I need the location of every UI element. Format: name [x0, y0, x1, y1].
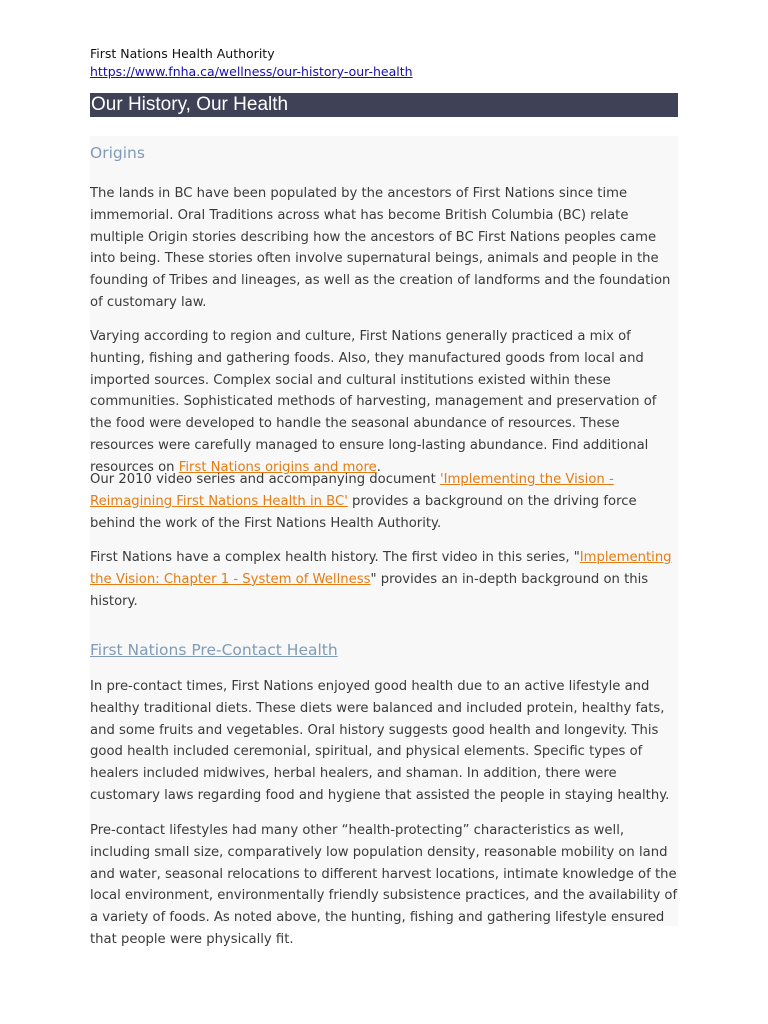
organization-name: First Nations Health Authority — [90, 46, 275, 61]
precontact-heading-link[interactable]: First Nations Pre-Contact Health — [90, 641, 338, 659]
origins-paragraph-4-end: " provides an in-depth background on this history. — [90, 571, 649, 609]
origins-paragraph-2-end: . — [376, 459, 381, 475]
origins-paragraph-2-text: Varying according to region and culture, First Nations generally practiced a mix of hunting, fishing and gathering foods. Also, they manufactured goods from local and imported sources. Complex social and cultural institutions existed within these communities. Sophisticated methods of harvesting, management and preservation of the food were developed to handle the seasonal abundance of resources. These resources were carefully managed to ensure long-lasting abundance. Find additional resources on — [90, 329, 657, 475]
origins-paragraph-2 — [90, 326, 680, 479]
origins-resources-link[interactable]: First Nations origins and more — [178, 459, 377, 475]
origins-paragraph-4-start: First Nations have a complex health history. The first video in this series, " — [90, 550, 580, 565]
source-url-link[interactable]: https://www.fnha.ca/wellness/our-history-our-health — [90, 64, 413, 79]
article-content — [90, 136, 678, 947]
origins-paragraph-3-start: Our 2010 video series and accompanying document — [90, 472, 440, 487]
precontact-paragraph-2: Pre-contact lifestyles had many other “health-protecting” characteristics as well, including small size, comparatively low population density, reasonable mobility on land and water, seasonal relocations to different harvest locations, intimate knowledge of the local environment, environmentally friendly subsistence practices, and the availability of a variety of foods. As noted above, the hunting, fishing and gathering lifestyle ensured that people were physically fit. — [90, 823, 678, 947]
origins-paragraph-3 — [90, 469, 680, 534]
page-title: Our History, Our Health — [90, 93, 678, 117]
origins-heading: Origins — [90, 144, 145, 162]
system-of-wellness-video-link[interactable]: Implementing the Vision: Chapter 1 - System of Wellness — [90, 550, 672, 587]
origins-paragraph-4 — [90, 547, 680, 612]
precontact-paragraph-1: In pre-contact times, First Nations enjoyed good health due to an active lifestyle and healthy traditional diets. These diets were balanced and included protein, healthy fats, and some fruits and vegetables. Oral history suggests good health and longevity. This good health included ceremonial, spiritual, and physical elements. Specific types of healers included midwives, herbal healers, and shaman. In addition, there were customary laws regarding food and hygiene that assisted the people in staying healthy. — [90, 679, 670, 803]
origins-paragraph-3-end: provides a background on the driving force behind the work of the First Nations Health Authority. — [90, 493, 637, 531]
implementing-vision-document-link[interactable]: 'Implementing the Vision - Reimagining First Nations Health in BC' — [90, 472, 614, 509]
origins-paragraph-1: The lands in BC have been populated by the ancestors of First Nations since time immemorial. Oral Traditions across what has become British Columbia (BC) relate multiple Origin stories describing how the ancestors of BC First Nations peoples came into being. These stories often involve supernatural beings, animals and people in the founding of Tribes and lineages, as well as the creation of landforms and the foundation of customary law. — [90, 186, 671, 310]
